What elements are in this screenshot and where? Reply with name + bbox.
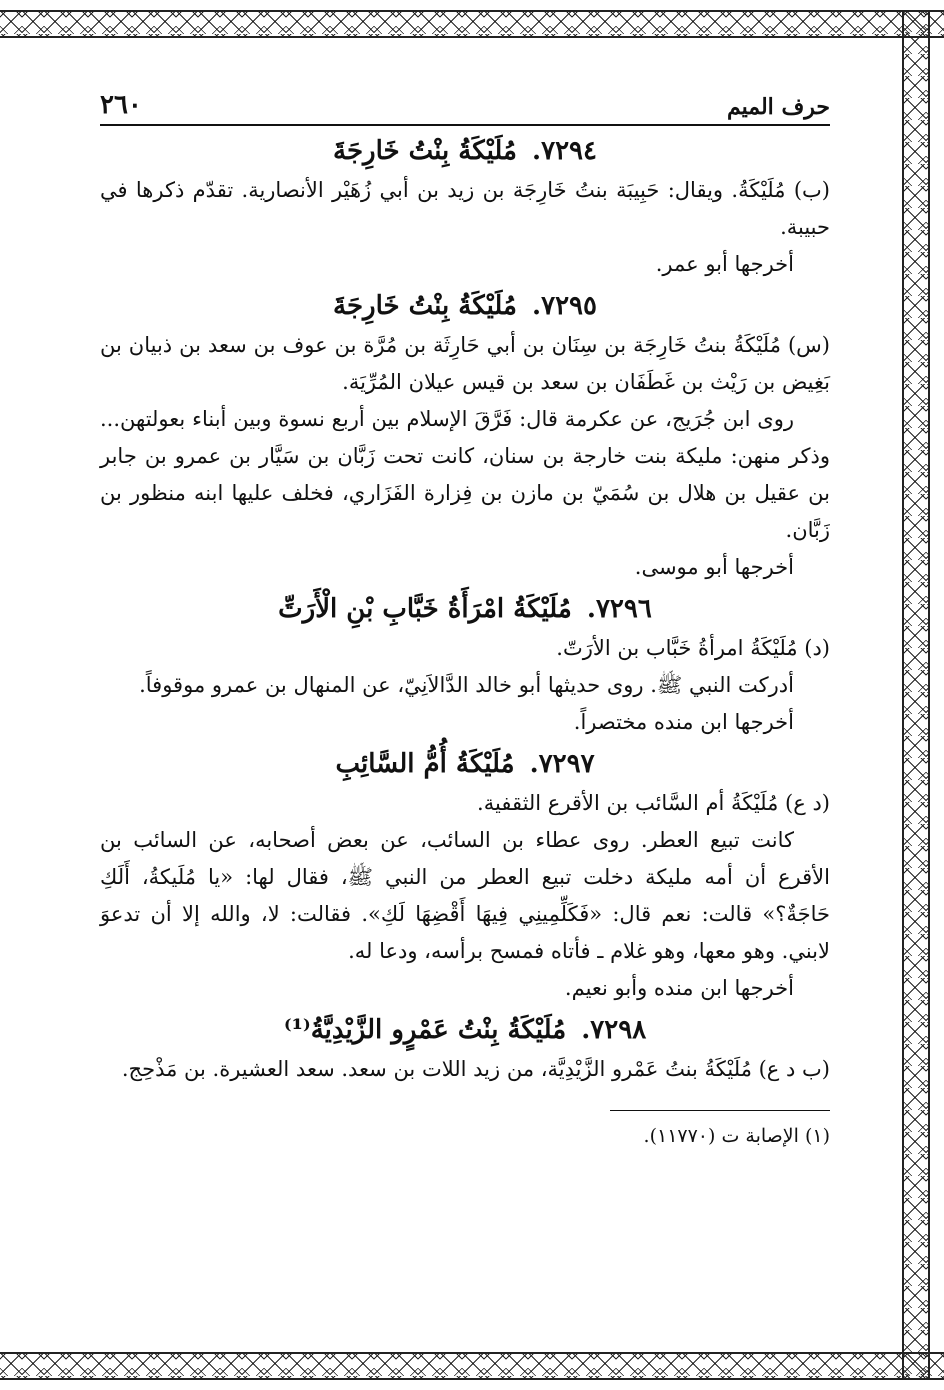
entry-paragraph: (س) مُلَيْكَةُ بنتُ خَارِجَة بن سِنَان بن أبي حَارِثَة بن مُرَّة بن عوف بن سعد بن ذبيان بن بَغِيض بن رَيْث بن غَطَفَان بن سعد بن قيس عيلان المُرِّيَة.: [100, 333, 830, 394]
entry-paragraph: كانت تبيع العطر. روى عطاء بن السائب، عن بعض أصحابه، عن السائب بن الأقرع أن أمه مليكة دخلت تبيع العطر من النبي ﷺ، فقال لها: «يا مُلَيكةُ، أَلَكِ حَاجَةٌ؟» قالت: نعم قال: «فَكَلِّمِينِي فِيهَا أَقْضِهَا لَكِ». فقالت: لا، والله إلا أن تدعوَ لابني. وهو معها، وهو غلام ـ فأتاه فمسح برأسه، ودعا له.: [100, 828, 830, 963]
decorative-border-bottom: [0, 1352, 944, 1380]
running-head: [100, 80, 830, 126]
entry-paragraph: (د ع) مُلَيْكَةُ أم السَّائب بن الأقرع الثقفية.: [477, 791, 830, 815]
entry-attribution: أخرجها أبو موسى.: [634, 555, 794, 579]
entry-paragraph: (ب د ع) مُلَيْكَةُ بنتُ عَمْرو الزَّيْدِيَّة، من زيد اللات بن سعد. سعد العشيرة. بن مَذْحِج.: [121, 1057, 830, 1081]
decorative-border-top: [0, 10, 944, 38]
entry-title: مُلَيْكَةُ بِنْتُ خَارِجَةَ: [333, 291, 517, 321]
entry-7298: [100, 1015, 830, 1088]
entry-heading: [100, 749, 830, 779]
entry-heading: [100, 136, 830, 166]
book-page: [100, 80, 830, 1151]
entry-title: مُلَيْكَةُ بِنْتُ عَمْرٍو الزَّيْدِيَّةُ⁽¹⁾: [283, 1015, 567, 1045]
entry-number: ٧٢٩٥.: [532, 291, 597, 321]
entry-7294: [100, 136, 830, 283]
entry-paragraph: أدركت النبي ﷺ. روى حديثها أبو خالد الدَّالاَنِيّ، عن المنهال بن عمرو موقوفاً.: [139, 673, 794, 697]
entry-title: مُلَيْكَةُ امْرَأَةُ خَبَّابِ بْنِ الْأَرَتِّ: [278, 594, 572, 624]
entry-heading: [100, 594, 830, 624]
entry-title: مُلَيْكَةُ أُمُّ السَّائِبِ: [335, 749, 515, 779]
footnote-divider: [610, 1110, 830, 1111]
entry-number: ٧٢٩٧.: [529, 749, 595, 779]
entry-paragraph: (ب) مُلَيْكَةُ. ويقال: حَبِيبَة بنتُ خَارِجَة بن زيد بن أبي زُهَيْر الأنصارية. تقدّم ذكرها في حبيبة.: [100, 178, 830, 239]
entry-7297: [100, 749, 830, 1007]
entry-heading: [100, 291, 830, 321]
entry-paragraph: روى ابن جُرَيج، عن عكرمة قال: فَرَّقَ الإسلام بين أربع نسوة وبين أبناء بعولتهن... وذكر منهن: مليكة بنت خارجة بن سنان، كانت تحت زَبَّان بن سَيَّار بن عمرو بن جابر بن عقيل بن هلال بن سُمَيّ بن مازن بن فِزارة الفَزَاري، فخلف عليها ابنه منظور بن زَبَّان.: [100, 407, 830, 542]
entry-7296: [100, 594, 830, 741]
footnote: (١) الإصابة ت (١١٧٧٠).: [643, 1125, 830, 1147]
section-title: حرف الميم: [726, 94, 830, 120]
entry-number: ٧٢٩٨.: [581, 1015, 647, 1045]
entry-7295: [100, 291, 830, 586]
entry-paragraph: (د) مُلَيْكَةُ امرأةُ خَبَّاب بن الأرَتّ.: [556, 636, 830, 660]
entry-heading: [100, 1015, 830, 1045]
entry-title: مُلَيْكَةُ بِنْتُ خَارِجَةَ: [333, 136, 517, 166]
entry-attribution: أخرجها أبو عمر.: [655, 252, 794, 276]
entry-attribution: أخرجها ابن منده مختصراً.: [573, 710, 794, 734]
page-number: ٢٦٠: [100, 90, 142, 120]
entry-number: ٧٢٩٤.: [532, 136, 597, 166]
entry-attribution: أخرجها ابن منده وأبو نعيم.: [564, 976, 794, 1000]
decorative-border-right: [902, 10, 930, 1380]
entry-number: ٧٢٩٦.: [586, 594, 652, 624]
